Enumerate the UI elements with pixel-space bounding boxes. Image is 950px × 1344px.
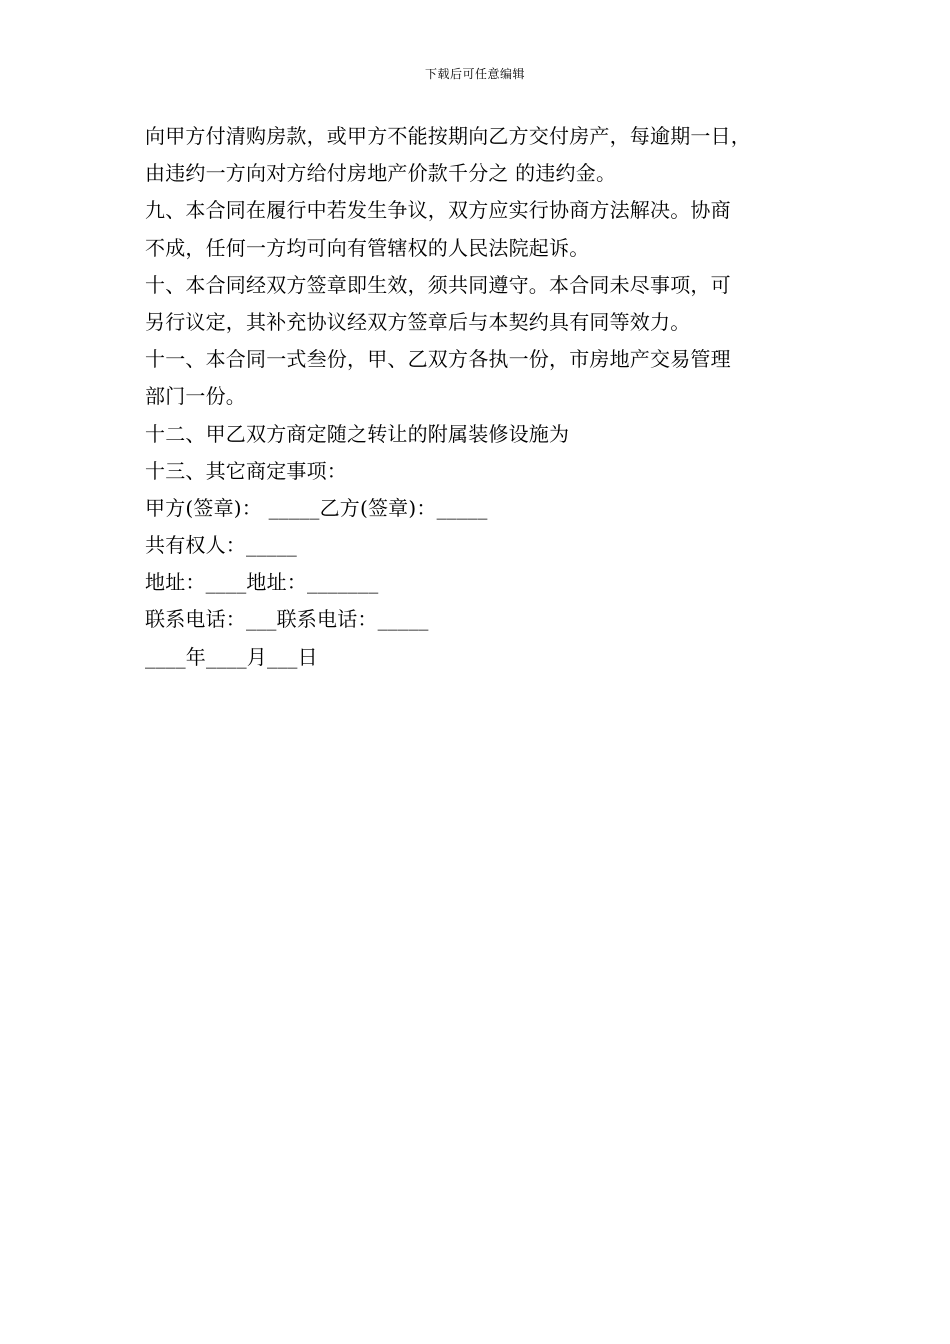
- signature-line: 甲方(签章)： _____乙方(签章)：_____: [145, 495, 488, 520]
- contract-body: [145, 118, 825, 676]
- date-line: ____年____月___日: [145, 644, 318, 669]
- clause-11: 十一、本合同一式叁份，甲、乙双方各执一份，市房地产交易管理: [145, 347, 731, 372]
- page-header: 下载后可任意编辑: [424, 67, 525, 81]
- clause-13: 十三、其它商定事项：: [145, 458, 347, 483]
- clause-9: 九、本合同在履行中若发生争议，双方应实行协商方法解决。协商: [145, 198, 731, 223]
- clause-10: 十、本合同经双方签章即生效，须共同遵守。本合同未尽事项，可: [145, 272, 731, 297]
- text-line: 部门一份。: [145, 384, 246, 409]
- text-line: 向甲方付清购房款，或甲方不能按期向乙方交付房产，每逾期一日，: [145, 124, 751, 148]
- text-line: 另行议定，其补充协议经双方签章后与本契约具有同等效力。: [145, 309, 691, 334]
- clause-12: 十二、甲乙双方商定随之转让的附属装修设施为: [145, 421, 570, 446]
- phone-line: 联系电话：___联系电话：_____: [145, 607, 429, 632]
- text-line: 不成，任何一方均可向有管辖权的人民法院起诉。: [145, 235, 590, 260]
- text-line: 由违约一方向对方给付房地产价款千分之 的违约金。: [145, 161, 617, 186]
- co-owner-line: 共有权人：_____: [145, 533, 297, 558]
- address-line: 地址：____地址：_______: [145, 570, 379, 595]
